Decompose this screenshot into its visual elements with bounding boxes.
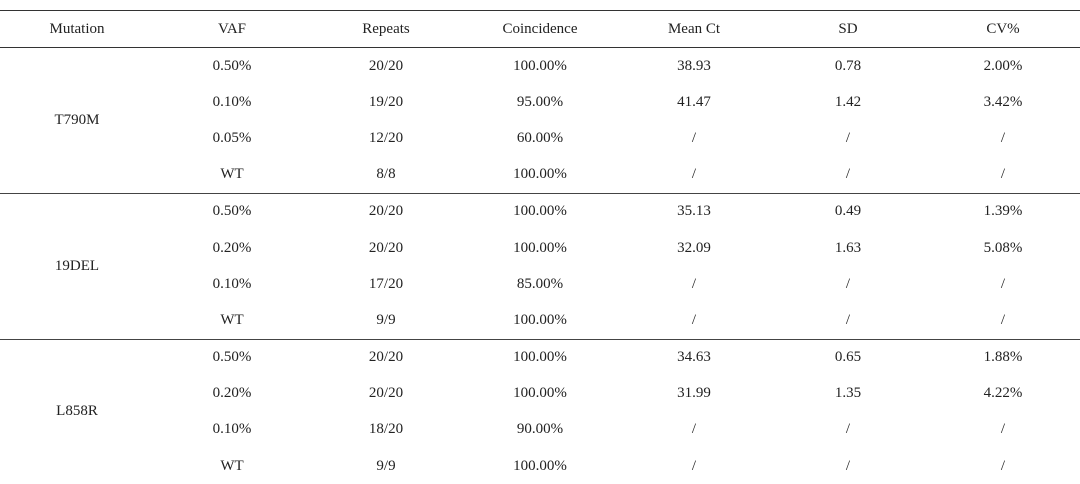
coincidence-cell: 90.00% xyxy=(462,412,618,448)
coincidence-cell: 100.00% xyxy=(462,48,618,85)
repeats-cell: 20/20 xyxy=(310,48,462,85)
header-mutation: Mutation xyxy=(0,11,154,48)
mutation-cell: 19DEL xyxy=(0,193,154,339)
table-row xyxy=(0,120,1080,156)
mean-ct-cell: 35.13 xyxy=(618,193,770,230)
repeats-cell: 20/20 xyxy=(310,376,462,412)
table-row xyxy=(0,157,1080,194)
sd-cell: 0.49 xyxy=(770,193,926,230)
coincidence-cell: 100.00% xyxy=(462,193,618,230)
repeats-cell: 9/9 xyxy=(310,448,462,484)
coincidence-cell: 100.00% xyxy=(462,376,618,412)
coincidence-cell: 60.00% xyxy=(462,120,618,156)
sd-cell: 0.65 xyxy=(770,339,926,376)
mutation-cell: T790M xyxy=(0,48,154,194)
cv-cell: 5.08% xyxy=(926,230,1080,266)
sd-cell: / xyxy=(770,412,926,448)
table-row xyxy=(0,302,1080,339)
table-row xyxy=(0,412,1080,448)
vaf-cell: WT xyxy=(154,302,310,339)
table-body xyxy=(0,48,1080,484)
cv-cell: / xyxy=(926,266,1080,302)
cv-cell: 2.00% xyxy=(926,48,1080,85)
table-row xyxy=(0,84,1080,120)
cv-cell: / xyxy=(926,412,1080,448)
repeats-cell: 20/20 xyxy=(310,339,462,376)
vaf-cell: 0.50% xyxy=(154,48,310,85)
coincidence-cell: 100.00% xyxy=(462,339,618,376)
mean-ct-cell: / xyxy=(618,120,770,156)
coincidence-cell: 100.00% xyxy=(462,157,618,194)
mean-ct-cell: 31.99 xyxy=(618,376,770,412)
repeats-cell: 12/20 xyxy=(310,120,462,156)
mean-ct-cell: / xyxy=(618,157,770,194)
vaf-cell: 0.10% xyxy=(154,266,310,302)
sd-cell: / xyxy=(770,120,926,156)
sd-cell: 1.63 xyxy=(770,230,926,266)
table-row xyxy=(0,266,1080,302)
table-row xyxy=(0,448,1080,484)
vaf-cell: WT xyxy=(154,157,310,194)
cv-cell: 4.22% xyxy=(926,376,1080,412)
cv-cell: / xyxy=(926,302,1080,339)
mean-ct-cell: / xyxy=(618,302,770,339)
repeats-cell: 19/20 xyxy=(310,84,462,120)
sd-cell: / xyxy=(770,302,926,339)
mean-ct-cell: / xyxy=(618,266,770,302)
header-mean-ct: Mean Ct xyxy=(618,11,770,48)
vaf-cell: 0.50% xyxy=(154,339,310,376)
table-row xyxy=(0,193,1080,230)
vaf-cell: WT xyxy=(154,448,310,484)
repeats-cell: 20/20 xyxy=(310,193,462,230)
vaf-cell: 0.20% xyxy=(154,376,310,412)
table-header xyxy=(0,11,1080,48)
header-row xyxy=(0,11,1080,48)
repeats-cell: 18/20 xyxy=(310,412,462,448)
table-row xyxy=(0,339,1080,376)
cv-cell: 3.42% xyxy=(926,84,1080,120)
mean-ct-cell: 34.63 xyxy=(618,339,770,376)
repeats-cell: 8/8 xyxy=(310,157,462,194)
header-cv: CV% xyxy=(926,11,1080,48)
cv-cell: / xyxy=(926,448,1080,484)
sd-cell: / xyxy=(770,266,926,302)
sd-cell: 0.78 xyxy=(770,48,926,85)
mean-ct-cell: / xyxy=(618,412,770,448)
vaf-cell: 0.20% xyxy=(154,230,310,266)
coincidence-cell: 85.00% xyxy=(462,266,618,302)
coincidence-cell: 100.00% xyxy=(462,302,618,339)
vaf-cell: 0.10% xyxy=(154,84,310,120)
mean-ct-cell: 38.93 xyxy=(618,48,770,85)
coincidence-cell: 100.00% xyxy=(462,448,618,484)
table-row xyxy=(0,48,1080,85)
sd-cell: / xyxy=(770,448,926,484)
mean-ct-cell: 41.47 xyxy=(618,84,770,120)
mean-ct-cell: 32.09 xyxy=(618,230,770,266)
table-row xyxy=(0,230,1080,266)
cv-cell: / xyxy=(926,120,1080,156)
header-sd: SD xyxy=(770,11,926,48)
coincidence-cell: 100.00% xyxy=(462,230,618,266)
vaf-cell: 0.10% xyxy=(154,412,310,448)
repeats-cell: 17/20 xyxy=(310,266,462,302)
coincidence-cell: 95.00% xyxy=(462,84,618,120)
repeats-cell: 9/9 xyxy=(310,302,462,339)
header-vaf: VAF xyxy=(154,11,310,48)
sd-cell: 1.35 xyxy=(770,376,926,412)
header-repeats: Repeats xyxy=(310,11,462,48)
cv-cell: / xyxy=(926,157,1080,194)
cv-cell: 1.39% xyxy=(926,193,1080,230)
mean-ct-cell: / xyxy=(618,448,770,484)
cv-cell: 1.88% xyxy=(926,339,1080,376)
repeats-cell: 20/20 xyxy=(310,230,462,266)
table-row xyxy=(0,376,1080,412)
header-coincidence: Coincidence xyxy=(462,11,618,48)
results-table xyxy=(0,10,1080,484)
vaf-cell: 0.05% xyxy=(154,120,310,156)
vaf-cell: 0.50% xyxy=(154,193,310,230)
sd-cell: 1.42 xyxy=(770,84,926,120)
sd-cell: / xyxy=(770,157,926,194)
mutation-cell: L858R xyxy=(0,339,154,484)
